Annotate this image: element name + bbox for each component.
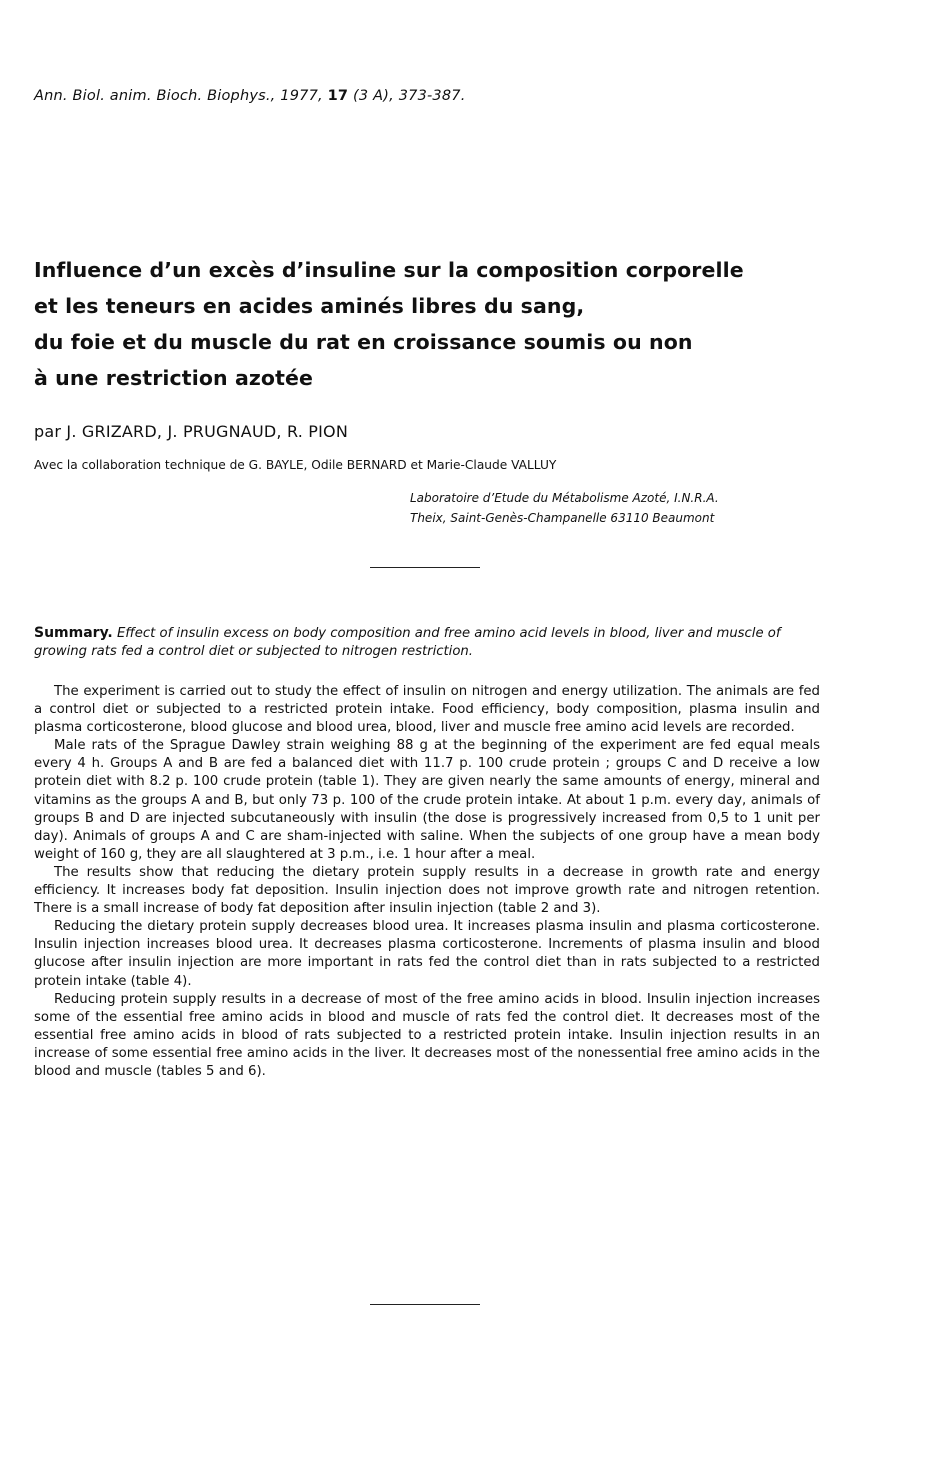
summary-paragraph: Male rats of the Sprague Dawley strain weighing 88 g at the beginning of the experiment are fed equal meals every 4 h. Groups A and B are fed a balanced diet with 11.7 p. 100 crude protein ; groups C and D receive a low protein diet with 8.2 p. 100 crude protein (table 1). They are given nearly the same amounts of energy, mineral and vitamins as the groups A and B, but only 73 p. 100 of the crude protein intake. At about 1 p.m. every day, animals of groups B and D are injected subcutaneously with insulin (the dose is progressively increased from 0,5 to 1 unit per day). Animals of groups A and C are sham-injected with saline. When the subjects of one group have a mean body weight of 160 g, they are all slaughtered at 3 p.m., i.e. 1 hour after a meal. — [34, 738, 820, 862]
divider-rule — [370, 1304, 480, 1305]
journal-citation — [34, 88, 466, 104]
title-line: Influence d’un excès d’insuline sur la composition corporelle — [34, 258, 744, 282]
affiliation-line: Laboratoire d’Etude du Métabolisme Azoté, I.N.R.A. — [410, 491, 719, 505]
affiliation — [410, 488, 719, 528]
technical-collaboration: Avec la collaboration technique de G. BAYLE, Odile BERNARD et Marie-Claude VALLUY — [34, 458, 557, 472]
citation-volume: 17 — [327, 88, 349, 104]
summary-paragraph: Reducing protein supply results in a decrease of most of the free amino acids in blood. Insulin injection increases some of the essential free amino acids in blood and muscle of rats fed the control diet. It decreases most of the essential free amino acids in blood of rats subjected to a restricted protein intake. Insulin injection results in an increase of some essential free amino acids in the liver. It decreases most of the nonessential free amino acids in the blood and muscle (tables 5 and 6). — [34, 991, 820, 1079]
summary-label: Summary. — [34, 625, 113, 641]
summary-heading — [34, 624, 824, 661]
title-line: et les teneurs en acides aminés libres du sang, — [34, 294, 585, 318]
summary-paragraph: Reducing the dietary protein supply decreases blood urea. It increases plasma insulin and plasma corticosterone. Insulin injection increases blood urea. It decreases plasma corticosterone. Increments of plasma insulin and blood glucose after insulin injection are more important in rats fed the control diet than in rats subjected to a restricted protein intake (table 4). — [34, 919, 820, 989]
title-line: du foie et du muscle du rat en croissance soumis ou non — [34, 330, 693, 354]
summary-paragraph: The experiment is carried out to study the effect of insulin on nitrogen and energy utilization. The animals are fed a control diet or subjected to a restricted protein intake. Food efficiency, body composition, plasma insulin and plasma corticosterone, blood glucose and blood urea, blood, liver and muscle free amino acid levels are recorded. — [34, 684, 820, 736]
summary-body — [34, 683, 820, 1081]
summary-title: Effect of insulin excess on body composition and free amino acid levels in blood, liver and muscle of growing rats fed a control diet or subjected to nitrogen restriction. — [34, 626, 781, 659]
citation-issue-pages: (3 A), 373-387. — [353, 88, 466, 104]
title-line: à une restriction azotée — [34, 366, 313, 390]
article-title — [34, 252, 834, 396]
summary-paragraph: The results show that reducing the dietary protein supply results in a decrease in growth rate and energy efficiency. It increases body fat deposition. Insulin injection does not improve growth rate and nitrogen retention. There is a small increase of body fat deposition after insulin injection (table 2 and 3). — [34, 864, 820, 917]
divider-rule — [370, 567, 480, 568]
citation-year: 1977, — [280, 88, 323, 104]
authors: par J. GRIZARD, J. PRUGNAUD, R. PION — [34, 422, 348, 441]
citation-journal: Ann. Biol. anim. Bioch. Biophys., — [34, 88, 276, 104]
affiliation-line: Theix, Saint-Genès-Champanelle 63110 Beaumont — [410, 511, 715, 525]
